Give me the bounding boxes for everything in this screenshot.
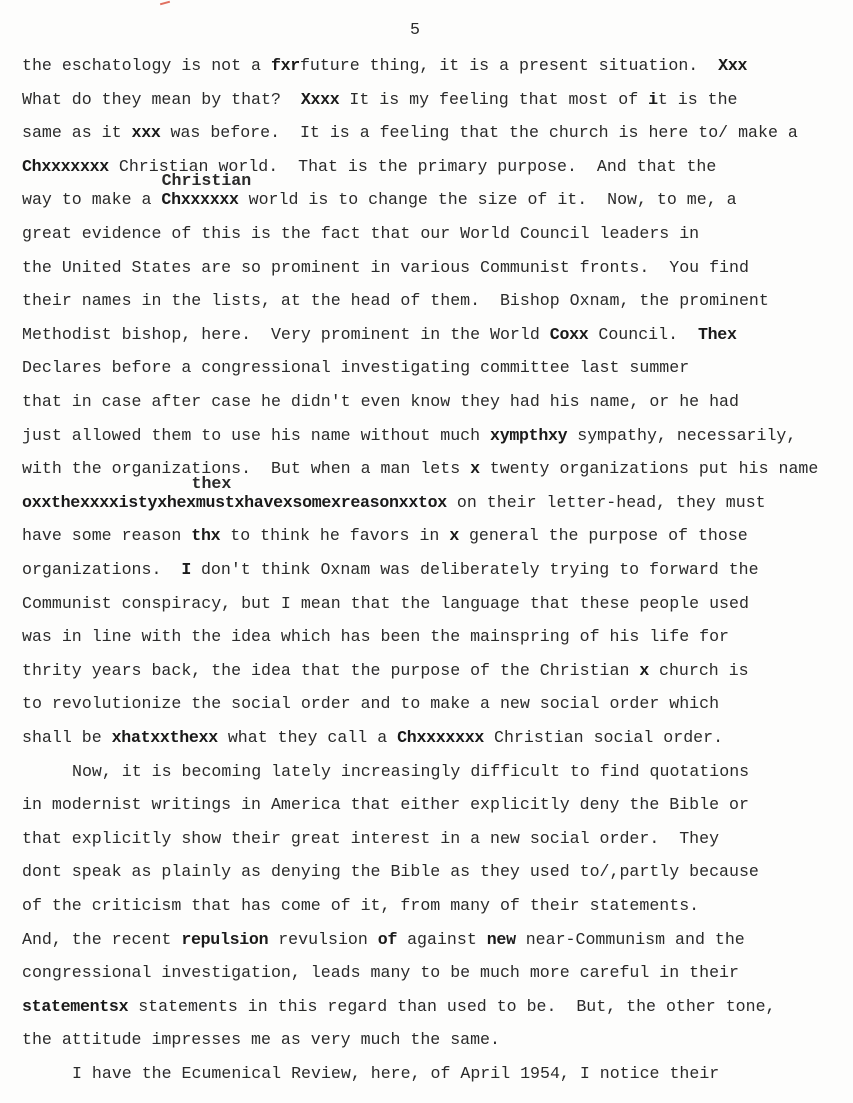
text-line bbox=[22, 627, 729, 647]
text-line bbox=[22, 224, 699, 244]
text-segment: near-Communism and the bbox=[515, 929, 745, 949]
text-segment: future thing, it is a present situation. bbox=[299, 56, 719, 75]
text-segment: that explicitly show their great interest in a new social order. They bbox=[22, 828, 720, 848]
text-segment: to revolutionize the social order and to make a new social order which bbox=[22, 694, 720, 714]
text-segment: the attitude impresses me as very much the same. bbox=[22, 1030, 500, 1050]
text-line bbox=[22, 258, 749, 278]
text-line bbox=[22, 392, 739, 412]
struck-out-text: Chxxxxxxx bbox=[397, 728, 485, 747]
text-line bbox=[22, 291, 769, 311]
struck-out-text: x bbox=[470, 459, 480, 479]
struck-out-text: Xxx bbox=[718, 56, 748, 75]
text-line bbox=[22, 728, 723, 748]
text-segment: to think he favors in bbox=[220, 526, 450, 546]
text-line bbox=[22, 594, 749, 614]
text-segment: of the criticism that has come of it, from many of their statements. bbox=[22, 896, 700, 915]
text-segment: organizations. bbox=[22, 560, 182, 579]
text-segment: I have the Ecumenical Review, here, of April 1954, I notice their bbox=[72, 1064, 720, 1083]
text-segment: congressional investigation, leads many to be much more careful in their bbox=[22, 963, 739, 983]
text-line bbox=[22, 795, 749, 815]
text-segment: on their letter-head, they must bbox=[446, 492, 766, 512]
text-segment: don't think Oxnam was deliberately trying to forward the bbox=[191, 560, 759, 579]
text-segment: statements in this regard than used to be. But, the other tone, bbox=[128, 996, 776, 1016]
text-segment: Christian world. That is the primary purpose. And that the bbox=[108, 156, 717, 176]
text-segment: sympathy, necessarily, bbox=[567, 425, 797, 445]
text-line bbox=[22, 829, 719, 849]
text-segment: Communist conspiracy, but I mean that the language that these people used bbox=[22, 593, 749, 613]
interlinear-insertion: Christian bbox=[161, 171, 252, 191]
text-segment: thrity years back, the idea that the purpose of the Christian bbox=[22, 660, 640, 680]
struck-out-text: x bbox=[639, 660, 650, 680]
struck-out-text: new bbox=[486, 929, 516, 949]
struck-out-text: x bbox=[449, 526, 459, 546]
struck-out-text: oxxthexxxxistyxhexmustxhavexsomexreasonxxtox bbox=[22, 492, 447, 512]
text-segment: shall be bbox=[22, 728, 112, 747]
text-line bbox=[22, 426, 796, 446]
text-segment: Christian social order. bbox=[484, 728, 724, 747]
page-number: 5 bbox=[410, 20, 420, 39]
text-line bbox=[22, 997, 776, 1017]
text-segment: Now, it is becoming lately increasingly difficult to find quotations bbox=[72, 761, 750, 781]
text-line bbox=[22, 190, 737, 210]
struck-out-text: of bbox=[377, 929, 398, 949]
struck-out-text: statementsx bbox=[22, 996, 129, 1016]
text-segment: in modernist writings in America that either explicitly deny the Bible or bbox=[22, 795, 749, 815]
text-segment: Council. bbox=[588, 324, 698, 344]
struck-out-text: I bbox=[181, 560, 191, 579]
struck-out-text: Chxxxxxxx bbox=[22, 156, 109, 176]
text-segment: What do they mean by that? bbox=[22, 89, 301, 109]
text-segment: twenty organizations put his name bbox=[479, 459, 819, 479]
text-line bbox=[22, 459, 818, 479]
text-segment: t is the bbox=[657, 89, 738, 109]
text-segment: was in line with the idea which has been the mainspring of his life for bbox=[22, 627, 730, 647]
interlinear-insertion: thex bbox=[191, 473, 232, 493]
struck-out-text: Thex bbox=[697, 324, 737, 344]
text-segment: same as it bbox=[22, 123, 132, 143]
text-segment: what they call a bbox=[217, 728, 398, 747]
text-line bbox=[72, 1064, 719, 1084]
text-segment: against bbox=[397, 929, 487, 949]
text-segment: revulsion bbox=[268, 929, 378, 949]
text-line bbox=[22, 862, 759, 882]
struck-out-text: i bbox=[648, 89, 658, 109]
text-segment: church is bbox=[649, 660, 749, 680]
text-segment: way to make a bbox=[22, 190, 162, 210]
text-line bbox=[22, 56, 747, 76]
text-line bbox=[22, 560, 759, 580]
struck-out-text: Coxx bbox=[549, 324, 589, 344]
struck-out-text: fxr bbox=[270, 56, 300, 75]
text-line bbox=[22, 963, 739, 983]
text-segment: the United States are so prominent in various Communist fronts. You find bbox=[22, 257, 749, 277]
text-segment: have some reason bbox=[22, 526, 192, 546]
struck-out-text: xympthxy bbox=[490, 425, 568, 445]
struck-out-text: Chxxxxxx bbox=[161, 190, 239, 210]
text-segment: their names in the lists, at the head of them. Bishop Oxnam, the prominent bbox=[22, 291, 769, 311]
text-segment: It is my feeling that most of bbox=[339, 89, 649, 109]
text-line bbox=[72, 762, 749, 782]
text-line bbox=[22, 157, 716, 177]
struck-out-text: xxx bbox=[131, 123, 161, 143]
text-line bbox=[22, 694, 719, 714]
text-segment: And, the recent bbox=[22, 929, 182, 949]
text-segment: world is to change the size of it. Now, to me, a bbox=[238, 190, 737, 210]
text-segment: with the organizations. But when a man lets bbox=[22, 459, 471, 479]
struck-out-text: repulsion bbox=[181, 929, 269, 949]
text-segment: dont speak as plainly as denying the Bible as they used to/,partly because bbox=[22, 862, 759, 882]
text-line bbox=[22, 358, 689, 378]
text-line bbox=[22, 1030, 500, 1050]
text-segment: that in case after case he didn't even know they had his name, or he had bbox=[22, 392, 739, 411]
text-line bbox=[22, 493, 766, 513]
text-line bbox=[22, 90, 738, 110]
struck-out-text: xhatxxthexx bbox=[111, 728, 218, 747]
text-segment: just allowed them to use his name without much bbox=[22, 425, 491, 445]
text-line bbox=[22, 930, 745, 950]
text-segment: general the purpose of those bbox=[458, 526, 748, 546]
text-line bbox=[22, 325, 737, 345]
red-pencil-mark bbox=[160, 1, 170, 6]
text-segment: great evidence of this is the fact that our World Council leaders in bbox=[22, 224, 700, 243]
text-segment: Methodist bishop, here. Very prominent in the World bbox=[22, 324, 550, 344]
struck-out-text: Xxxx bbox=[300, 89, 340, 109]
text-line bbox=[22, 526, 748, 546]
struck-out-text: thx bbox=[191, 526, 221, 546]
text-line bbox=[22, 661, 749, 681]
text-line bbox=[22, 896, 699, 916]
text-line bbox=[22, 123, 798, 143]
text-segment: the eschatology is not a bbox=[22, 56, 271, 75]
text-segment: Declares before a congressional investigating committee last summer bbox=[22, 358, 690, 378]
text-segment: was before. It is a feeling that the church is here to/ make a bbox=[160, 123, 798, 143]
